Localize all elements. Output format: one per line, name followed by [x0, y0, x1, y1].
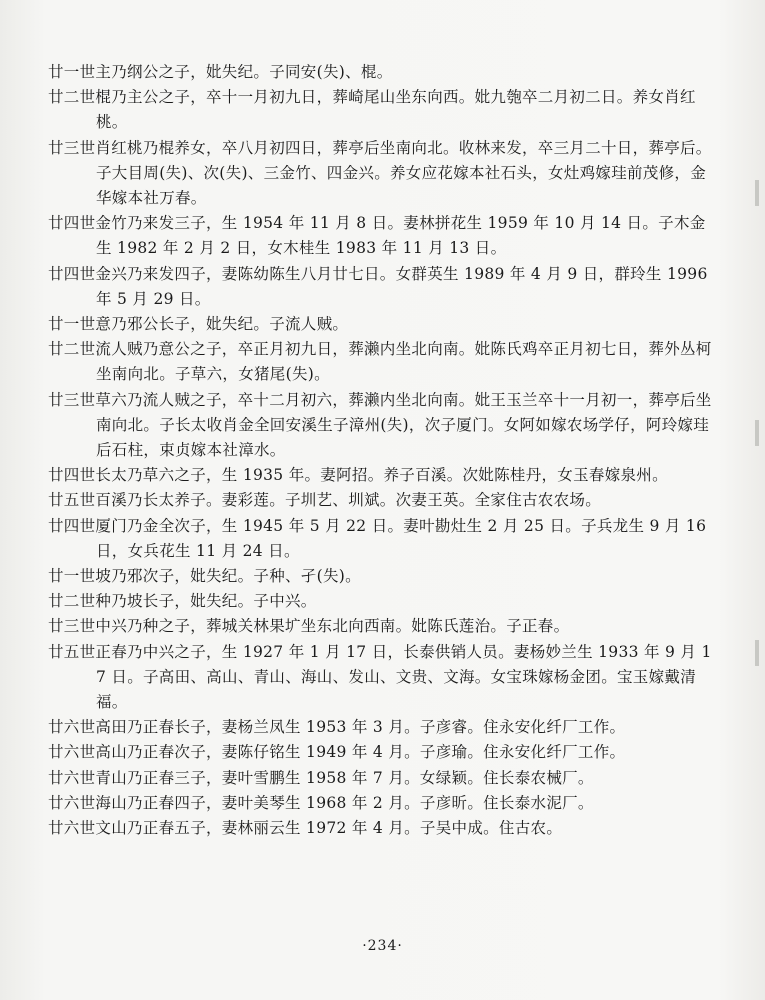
scan-edge-mark [755, 420, 759, 446]
genealogy-entry: 廿六世高田乃正春长子，妻杨兰凤生 1953 年 3 月。子彦睿。住永安化纤厂工作。 [48, 718, 626, 737]
scan-edge-mark [755, 180, 759, 206]
genealogy-entry: 廿一世意乃邪公长子，妣失纪。子流人贼。 [48, 315, 349, 334]
scan-edge-mark [755, 640, 759, 666]
genealogy-entry: 廿二世种乃坡长子，妣失纪。子中兴。 [48, 592, 317, 611]
genealogy-entry: 廿二世流人贼乃意公之子，卒正月初九日，葬濑内坐北向南。妣陈氏鸡卒正月初七日，葬外丛柯坐南向北。子草六，女猪尾(失)。 [48, 340, 712, 384]
genealogy-entry: 廿四世金兴乃来发四子，妻陈幼陈生八月廿七日。女群英生 1989 年 4 月 9 日，群玲生 1996 年 5 月 29 日。 [48, 264, 708, 308]
page-number: ·234· [362, 938, 403, 954]
genealogy-entry: 廿六世青山乃正春三子，妻叶雪鹏生 1958 年 7 月。女绿颖。住长泰农械厂。 [48, 768, 594, 787]
genealogy-entry: 廿五世正春乃中兴之子，生 1927 年 1 月 17 日，长泰供销人员。妻杨妙兰生 1933 年 9 月 17 日。子高田、高山、青山、海山、发山、文贵、文海。女宝珠嫁杨金团。宝玉嫁戴清福。 [48, 642, 712, 712]
genealogy-entry: 廿六世文山乃正春五子，妻林丽云生 1972 年 4 月。子吴中成。住古农。 [48, 819, 563, 838]
genealogy-entry: 廿四世金竹乃来发三子，生 1954 年 11 月 8 日。妻林拼花生 1959 年 10 月 14 日。子木金生 1982 年 2 月 2 日，女木桂生 1983 年 11 月 13 日。 [48, 214, 706, 258]
genealogy-text [48, 60, 720, 841]
genealogy-entry: 廿三世中兴乃种之子，葬城关林果圹坐东北向西南。妣陈氏莲治。子正春。 [48, 617, 570, 636]
genealogy-entry: 廿三世草六乃流人贼之子，卒十二月初六，葬濑内坐北向南。妣王玉兰卒十一月初一，葬亭后坐南向北。子长太收肖金全回安溪生子漳州(失)，次子厦门。女阿如嫁农场学仔，阿玲嫁珪后石柱，束贞嫁本社漳水。 [48, 390, 712, 460]
genealogy-entry: 廿四世厦门乃金全次子，生 1945 年 5 月 22 日。妻叶勘灶生 2 月 25 日。子兵龙生 9 月 16 日，女兵花生 11 月 24 日。 [48, 516, 707, 560]
genealogy-entry: 廿二世棍乃主公之子，卒十一月初九日，葬崎尾山坐东向西。妣九匏卒二月初二日。养女肖红桃。 [48, 88, 696, 132]
genealogy-entry: 廿六世高山乃正春次子，妻陈仔铭生 1949 年 4 月。子彦瑜。住永安化纤厂工作。 [48, 743, 626, 762]
genealogy-entry: 廿三世肖红桃乃棍养女，卒八月初四日，葬亭后坐南向北。收林来发，卒三月二十日，葬亭后。子大目周(失)、次(失)、三金竹、四金兴。养女应花嫁本社石头，女灶鸡嫁珪前茂修，金华嫁本社万春。 [48, 138, 712, 208]
genealogy-entry: 廿五世百溪乃长太养子。妻彩莲。子圳艺、圳斌。次妻王英。全家住古农农场。 [48, 491, 602, 510]
genealogy-entry: 廿四世长太乃草六之子，生 1935 年。妻阿招。养子百溪。次妣陈桂丹，女玉春嫁泉州。 [48, 466, 668, 485]
genealogy-entry: 廿一世坡乃邪次子，妣失纪。子种、孑(失)。 [48, 567, 361, 586]
genealogy-entry: 廿六世海山乃正春四子，妻叶美琴生 1968 年 2 月。子彦昕。住长泰水泥厂。 [48, 793, 594, 812]
genealogy-entry: 廿一世主乃纲公之子，妣失纪。子同安(失)、棍。 [48, 63, 393, 81]
